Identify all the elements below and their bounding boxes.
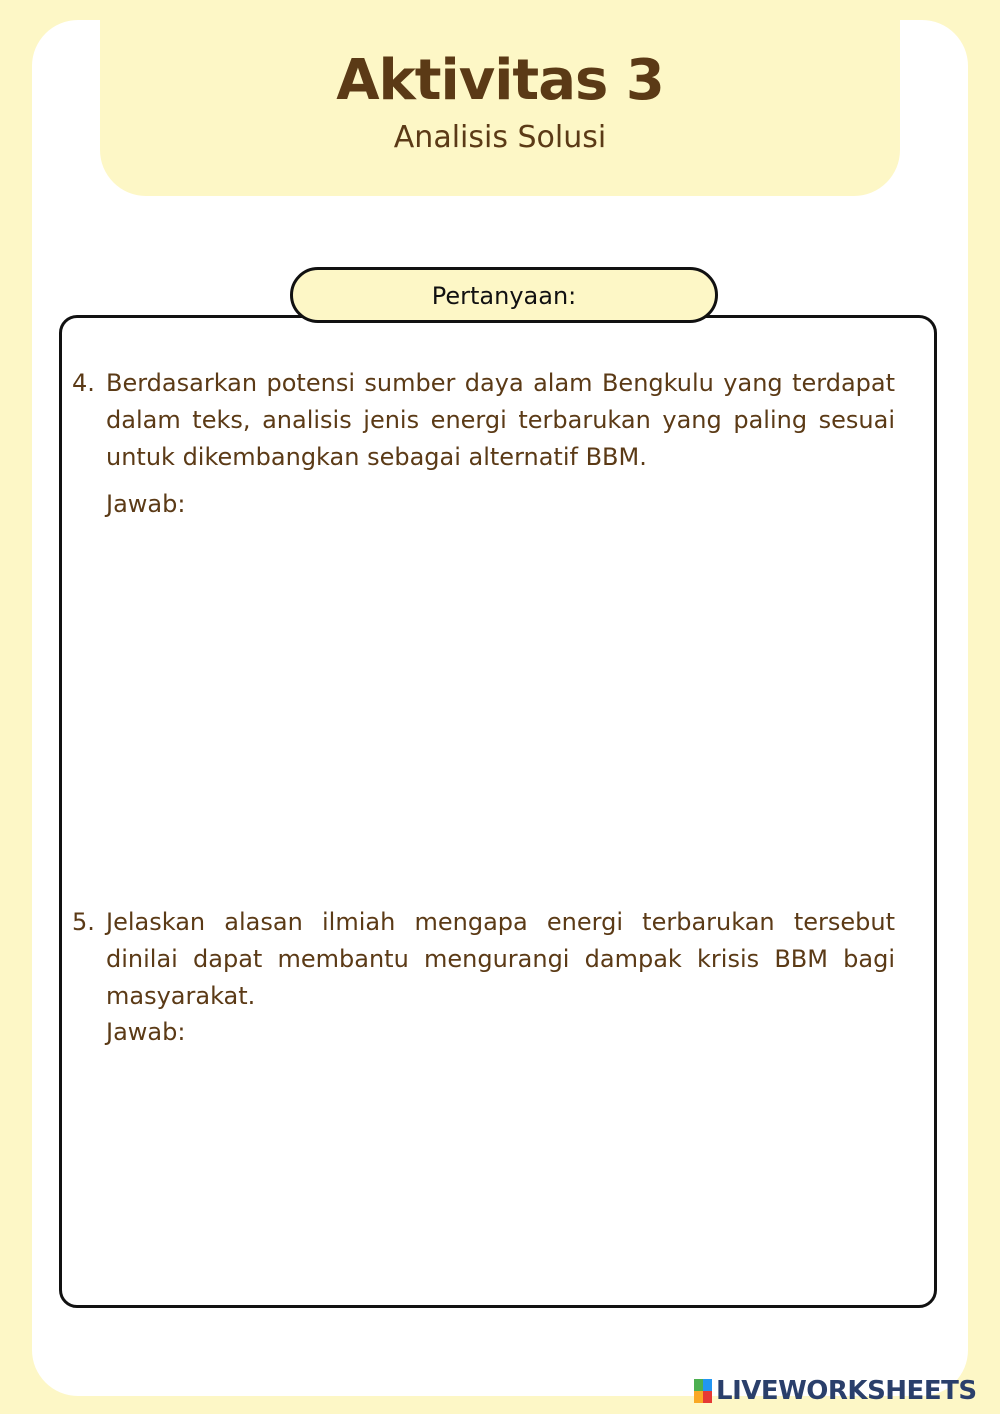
question-5	[72, 904, 895, 1015]
liveworksheets-logo[interactable]	[694, 1376, 977, 1406]
question-4	[72, 365, 895, 476]
brand-name: LIVEWORKSHEETS	[716, 1376, 977, 1406]
page-title: Aktivitas 3	[336, 48, 664, 113]
question-number: 5.	[72, 908, 95, 936]
question-number: 4.	[72, 369, 95, 397]
question-text: Berdasarkan potensi sumber daya alam Bengkulu yang terdapat dalam teks, analisis jenis energi terbarukan yang paling sesuai untuk dikembangkan sebagai alternatif BBM.	[106, 369, 895, 471]
answer-label-4: Jawab:	[106, 490, 186, 518]
section-label: Pertanyaan:	[290, 267, 718, 323]
question-text: Jelaskan alasan ilmiah mengapa energi terbarukan tersebut dinilai dapat membantu mengurangi dampak krisis BBM bagi masyarakat.	[106, 908, 895, 1010]
page-subtitle: Analisis Solusi	[393, 120, 607, 155]
liveworksheets-logo-icon	[694, 1379, 712, 1403]
answer-label-5: Jawab:	[106, 1018, 186, 1046]
